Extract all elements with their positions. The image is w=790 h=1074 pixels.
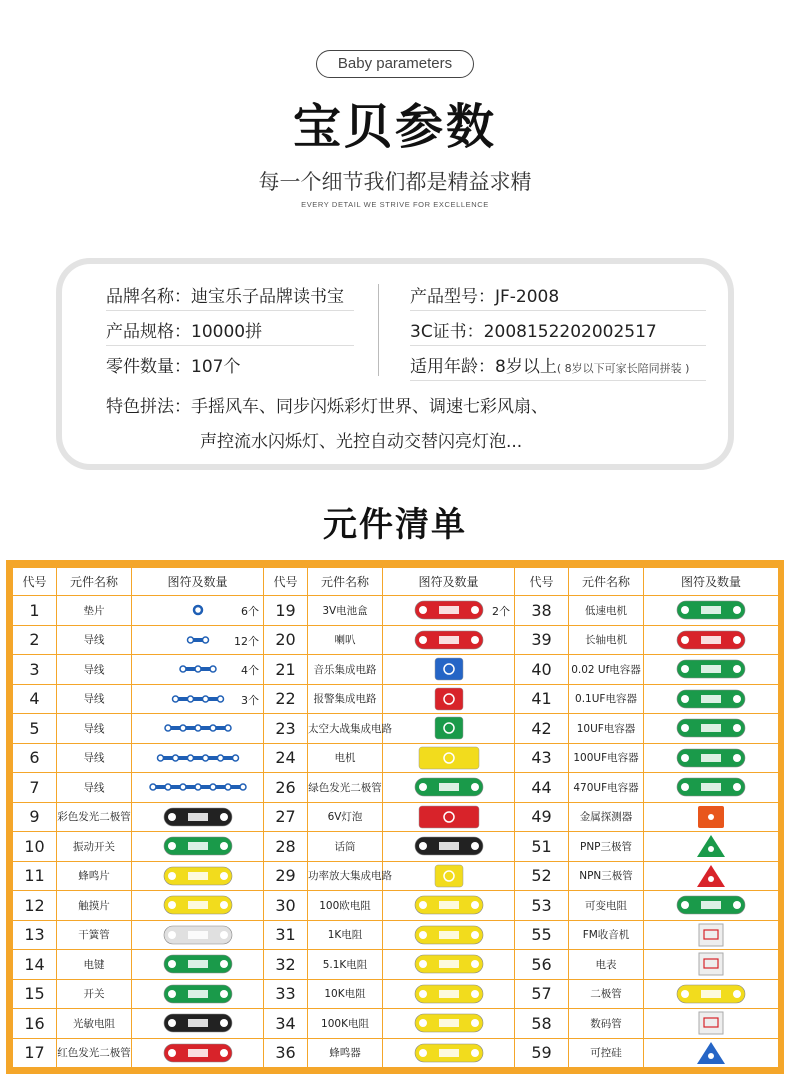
table-row [13, 891, 779, 921]
wire-3-icon [150, 657, 246, 681]
part-name: 光敏电阻 [57, 1009, 132, 1039]
header-code: 代号 [515, 568, 569, 596]
resistor-icon [401, 923, 497, 947]
part-name: 话筒 [308, 832, 383, 862]
table-row [13, 655, 779, 685]
features-param-continued: 声控流水闪烁灯、光控自动交替闪亮灯泡... [200, 432, 523, 452]
part-symbol-cell [132, 920, 264, 950]
long-shaft-motor-icon [663, 628, 759, 652]
part-code: 20 [264, 625, 308, 655]
brand-param: 品牌名称：迪宝乐子品牌读书宝 [106, 287, 344, 307]
table-row [13, 625, 779, 655]
part-symbol-cell [644, 773, 779, 803]
part-name: 喇叭 [308, 625, 383, 655]
header-code: 代号 [13, 568, 57, 596]
part-code: 55 [515, 920, 569, 950]
part-code: 1 [13, 596, 57, 626]
part-code: 44 [515, 773, 569, 803]
part-symbol-cell [132, 1009, 264, 1039]
part-symbol-cell [383, 714, 515, 744]
music-ic-icon [401, 657, 497, 681]
part-name: 振动开关 [57, 832, 132, 862]
capacitor-icon [663, 775, 759, 799]
reed-switch-icon [150, 923, 246, 947]
part-symbol-cell [132, 1038, 264, 1068]
variable-resistor-icon [663, 893, 759, 917]
part-symbol-cell [644, 832, 779, 862]
part-name: 可变电阻 [569, 891, 644, 921]
part-name: 彩色发光二极管 [57, 802, 132, 832]
table-row [13, 920, 779, 950]
spec-param: 产品规格：10000拼 [106, 322, 263, 342]
part-name: 干簧管 [57, 920, 132, 950]
part-code: 40 [515, 655, 569, 685]
table-row [13, 861, 779, 891]
part-code: 24 [264, 743, 308, 773]
wire-2-icon [150, 628, 246, 652]
part-code: 49 [515, 802, 569, 832]
speaker-icon [401, 628, 497, 652]
part-code: 13 [13, 920, 57, 950]
table-row [13, 743, 779, 773]
table-row [13, 596, 779, 626]
table-header-row [13, 568, 779, 596]
part-symbol-cell [644, 714, 779, 744]
part-code: 15 [13, 979, 57, 1009]
buzzer-icon [401, 1041, 497, 1065]
part-code: 31 [264, 920, 308, 950]
parts-table-body [13, 596, 779, 1068]
part-symbol-cell [644, 743, 779, 773]
part-symbol-cell [132, 802, 264, 832]
part-symbol-cell [132, 625, 264, 655]
part-name: 470UF电容器 [569, 773, 644, 803]
part-symbol-cell [132, 861, 264, 891]
part-quantity: 4个 [241, 664, 259, 677]
age-param [410, 352, 689, 377]
part-code: 26 [264, 773, 308, 803]
part-name: 蜂鸣器 [308, 1038, 383, 1068]
part-symbol-cell [644, 891, 779, 921]
age-value: 适用年龄：8岁以上 [410, 357, 557, 377]
parameters-card [62, 264, 728, 464]
part-name: 红色发光二极管 [57, 1038, 132, 1068]
part-name: 报警集成电路 [308, 684, 383, 714]
part-symbol-cell [132, 743, 264, 773]
space-war-ic-icon [401, 716, 497, 740]
part-name: 6V灯泡 [308, 802, 383, 832]
part-symbol-cell [644, 596, 779, 626]
part-symbol-cell [644, 684, 779, 714]
part-name: 长轴电机 [569, 625, 644, 655]
washer-icon [150, 598, 246, 622]
parts-param: 零件数量：107个 [106, 357, 241, 377]
part-name: 金属探测器 [569, 802, 644, 832]
part-code: 30 [264, 891, 308, 921]
part-code: 19 [264, 596, 308, 626]
table-row [13, 684, 779, 714]
part-code: 53 [515, 891, 569, 921]
part-code: 14 [13, 950, 57, 980]
metal-detector-icon [663, 805, 759, 829]
vibration-switch-icon [150, 834, 246, 858]
part-name: 导线 [57, 625, 132, 655]
alarm-ic-icon [401, 687, 497, 711]
part-name: 1K电阻 [308, 920, 383, 950]
part-name: FM收音机 [569, 920, 644, 950]
header-code: 代号 [264, 568, 308, 596]
cert-param: 3C证书：2008152202002517 [410, 322, 657, 342]
part-name: 绿色发光二极管 [308, 773, 383, 803]
page-title: 宝贝参数 [292, 99, 497, 155]
diode-icon [663, 982, 759, 1006]
part-code: 5 [13, 714, 57, 744]
part-symbol-cell [644, 802, 779, 832]
part-symbol-cell [132, 891, 264, 921]
part-symbol-cell [132, 950, 264, 980]
age-note: ( 8岁以下可家长陪同拼装 ) [556, 362, 690, 375]
part-symbol-cell [644, 1038, 779, 1068]
slide-switch-icon [150, 982, 246, 1006]
touch-plate-icon [150, 893, 246, 917]
param-rule [410, 310, 706, 311]
photoresistor-icon [150, 1011, 246, 1035]
part-name: 3V电池盒 [308, 596, 383, 626]
part-name: 开关 [57, 979, 132, 1009]
part-quantity: 12个 [234, 634, 259, 648]
baby-parameters-pill: Baby parameters [316, 50, 474, 78]
part-code: 16 [13, 1009, 57, 1039]
microphone-icon [401, 834, 497, 858]
part-symbol-cell [383, 596, 515, 626]
part-name: 10UF电容器 [569, 714, 644, 744]
low-speed-motor-icon [663, 598, 759, 622]
part-code: 6 [13, 743, 57, 773]
motor-icon [401, 746, 497, 770]
part-code: 57 [515, 979, 569, 1009]
part-symbol-cell [644, 1009, 779, 1039]
header-name: 元件名称 [57, 568, 132, 596]
part-symbol-cell [644, 979, 779, 1009]
key-switch-icon [150, 952, 246, 976]
part-name: 电机 [308, 743, 383, 773]
part-code: 12 [13, 891, 57, 921]
header-name: 元件名称 [308, 568, 383, 596]
table-row [13, 1038, 779, 1068]
part-code: 29 [264, 861, 308, 891]
part-symbol-cell [383, 802, 515, 832]
resistor-icon [401, 893, 497, 917]
part-name: 音乐集成电路 [308, 655, 383, 685]
part-name: 太空大战集成电路 [308, 714, 383, 744]
param-rule [106, 345, 354, 346]
param-rule [106, 310, 354, 311]
part-code: 28 [264, 832, 308, 862]
part-name: NPN三极管 [569, 861, 644, 891]
capacitor-icon [663, 716, 759, 740]
header-symbol: 图符及数量 [132, 568, 264, 596]
table-row [13, 832, 779, 862]
part-code: 10 [13, 832, 57, 862]
part-name: 100欧电阻 [308, 891, 383, 921]
part-name: 100K电阻 [308, 1009, 383, 1039]
part-name: 可控硅 [569, 1038, 644, 1068]
part-symbol-cell [644, 625, 779, 655]
capacitor-icon [663, 746, 759, 770]
part-name: 数码管 [569, 1009, 644, 1039]
part-symbol-cell [132, 714, 264, 744]
resistor-icon [401, 982, 497, 1006]
wire-4-icon [150, 687, 246, 711]
pnp-transistor-icon [663, 834, 759, 858]
part-code: 59 [515, 1038, 569, 1068]
part-code: 51 [515, 832, 569, 862]
meter-icon [663, 952, 759, 976]
param-rule [410, 380, 706, 381]
part-name: 功率放大集成电路 [308, 861, 383, 891]
header-symbol: 图符及数量 [383, 568, 515, 596]
part-code: 52 [515, 861, 569, 891]
part-code: 22 [264, 684, 308, 714]
digital-tube-icon [663, 1011, 759, 1035]
model-param: 产品型号：JF-2008 [410, 287, 560, 307]
color-led-icon [150, 805, 246, 829]
part-name: 导线 [57, 684, 132, 714]
wire-6-icon [150, 746, 246, 770]
part-symbol-cell [383, 920, 515, 950]
part-code: 3 [13, 655, 57, 685]
part-symbol-cell [644, 920, 779, 950]
part-symbol-cell [644, 861, 779, 891]
wire-5-icon [150, 716, 246, 740]
green-led-icon [401, 775, 497, 799]
part-symbol-cell [383, 684, 515, 714]
part-symbol-cell [383, 625, 515, 655]
part-name: 0.02 Uf电容器 [569, 655, 644, 685]
page-tagline: EVERY DETAIL WE STRIVE FOR EXCELLENCE [301, 200, 489, 209]
part-symbol-cell [383, 979, 515, 1009]
part-name: 电表 [569, 950, 644, 980]
part-name: 10K电阻 [308, 979, 383, 1009]
part-name: 二极管 [569, 979, 644, 1009]
part-name: 0.1UF电容器 [569, 684, 644, 714]
part-code: 43 [515, 743, 569, 773]
part-symbol-cell [132, 655, 264, 685]
part-quantity: 6个 [241, 605, 259, 618]
part-symbol-cell [383, 743, 515, 773]
part-code: 33 [264, 979, 308, 1009]
table-row [13, 950, 779, 980]
part-name: 导线 [57, 743, 132, 773]
part-name: 电键 [57, 950, 132, 980]
table-row [13, 802, 779, 832]
part-code: 21 [264, 655, 308, 685]
resistor-icon [401, 952, 497, 976]
part-code: 23 [264, 714, 308, 744]
part-code: 41 [515, 684, 569, 714]
table-row [13, 1009, 779, 1039]
part-code: 4 [13, 684, 57, 714]
part-code: 17 [13, 1038, 57, 1068]
table-row [13, 979, 779, 1009]
buzzer-plate-icon [150, 864, 246, 888]
npn-transistor-icon [663, 864, 759, 888]
table-row [13, 714, 779, 744]
part-symbol-cell [644, 655, 779, 685]
table-row [13, 773, 779, 803]
part-code: 42 [515, 714, 569, 744]
capacitor-icon [663, 657, 759, 681]
part-code: 39 [515, 625, 569, 655]
part-symbol-cell [383, 891, 515, 921]
part-symbol-cell [132, 832, 264, 862]
header-name: 元件名称 [569, 568, 644, 596]
bulb-icon [401, 805, 497, 829]
part-symbol-cell [383, 655, 515, 685]
parts-list-title: 元件清单 [323, 505, 467, 545]
part-symbol-cell [383, 832, 515, 862]
part-code: 58 [515, 1009, 569, 1039]
red-led-icon [150, 1041, 246, 1065]
part-name: 导线 [57, 714, 132, 744]
param-rule [410, 345, 706, 346]
part-quantity: 3个 [241, 693, 259, 707]
part-code: 27 [264, 802, 308, 832]
header-symbol: 图符及数量 [644, 568, 779, 596]
part-code: 9 [13, 802, 57, 832]
battery-box-icon [401, 598, 497, 622]
part-code: 11 [13, 861, 57, 891]
part-code: 2 [13, 625, 57, 655]
part-name: 垫片 [57, 596, 132, 626]
part-name: 触摸片 [57, 891, 132, 921]
part-symbol-cell [132, 684, 264, 714]
part-code: 7 [13, 773, 57, 803]
amplifier-ic-icon [401, 864, 497, 888]
parameters-divider [378, 284, 379, 376]
part-code: 34 [264, 1009, 308, 1039]
part-name: 导线 [57, 773, 132, 803]
part-symbol-cell [644, 950, 779, 980]
part-name: 100UF电容器 [569, 743, 644, 773]
page-subtitle: 每一个细节我们都是精益求精 [258, 170, 532, 194]
part-name: 5.1K电阻 [308, 950, 383, 980]
part-symbol-cell [383, 1038, 515, 1068]
part-name: PNP三极管 [569, 832, 644, 862]
resistor-icon [401, 1011, 497, 1035]
fm-radio-icon [663, 923, 759, 947]
part-code: 36 [264, 1038, 308, 1068]
part-code: 38 [515, 596, 569, 626]
part-name: 蜂鸣片 [57, 861, 132, 891]
features-param: 特色拼法：手摇风车、同步闪烁彩灯世界、调速七彩风扇、 [106, 397, 548, 417]
part-code: 56 [515, 950, 569, 980]
parts-table [12, 567, 779, 1068]
scr-icon [663, 1041, 759, 1065]
part-name: 低速电机 [569, 596, 644, 626]
part-symbol-cell [383, 950, 515, 980]
part-symbol-cell [383, 1009, 515, 1039]
part-name: 导线 [57, 655, 132, 685]
capacitor-icon [663, 687, 759, 711]
wire-7-icon [150, 775, 246, 799]
part-quantity: 2个 [492, 605, 510, 618]
part-symbol-cell [132, 596, 264, 626]
part-code: 32 [264, 950, 308, 980]
part-symbol-cell [383, 861, 515, 891]
part-symbol-cell [132, 979, 264, 1009]
part-symbol-cell [383, 773, 515, 803]
part-symbol-cell [132, 773, 264, 803]
